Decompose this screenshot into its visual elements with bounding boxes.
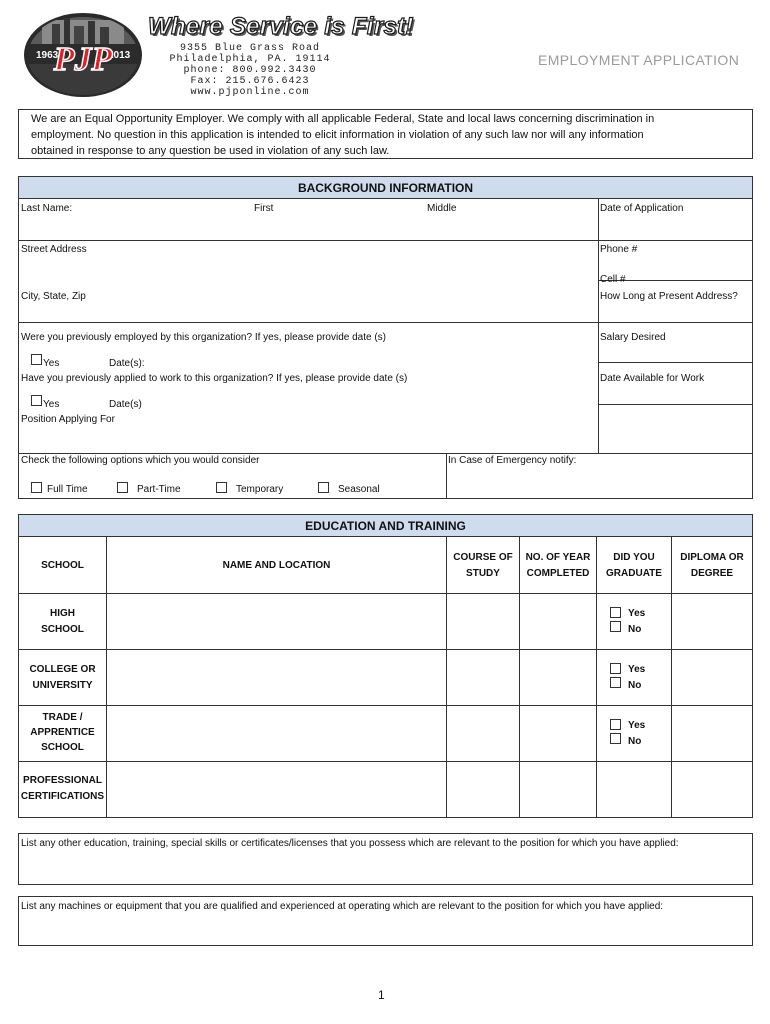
other-education-field[interactable] <box>18 833 753 885</box>
trade-label-3: SCHOOL <box>41 742 84 753</box>
company-website: www.pjponline.com <box>190 87 310 98</box>
previously-employed-yes-checkbox[interactable] <box>31 354 42 365</box>
company-logo <box>22 12 144 98</box>
other-education-label: List any other education, training, special skills or certificates/licenses that you possess which are relevant to the position for which you have applied: <box>21 838 679 849</box>
eeo-notice <box>18 109 753 159</box>
logo-year-left: 1963 <box>36 50 59 61</box>
check-options-label: Check the following options which you would consider <box>21 455 260 466</box>
notice-line-1: We are an Equal Opportunity Employer. We comply with all applicable Federal, State and local laws concerning discrimination in <box>31 113 655 125</box>
trade-label-2: APPRENTICE <box>30 727 95 738</box>
street-address-label: Street Address <box>21 244 87 255</box>
college-yes-label: Yes <box>628 664 646 675</box>
full-time-checkbox[interactable] <box>31 482 42 493</box>
date-available-label: Date Available for Work <box>600 373 705 384</box>
course-header-line-1: COURSE OF <box>453 552 513 563</box>
trade-yes-checkbox[interactable] <box>610 719 621 730</box>
high-school-no-label: No <box>628 624 642 635</box>
college-label-2: UNIVERSITY <box>32 680 93 691</box>
salary-desired-label: Salary Desired <box>600 332 666 343</box>
trade-no-checkbox[interactable] <box>610 733 621 744</box>
notice-line-2: employment. No question in this application is intended to elicit information in violation of any such law nor will any information <box>31 129 644 141</box>
middle-name-label: Middle <box>427 203 457 214</box>
machines-label: List any machines or equipment that you are qualified and experienced at operating which are relevant to the position for which you have applied: <box>21 901 664 912</box>
years-header-line-2: COMPLETED <box>526 568 590 579</box>
high-school-no-checkbox[interactable] <box>610 621 621 632</box>
graduate-header-line-1: DID YOU <box>613 552 655 563</box>
high-school-yes-checkbox[interactable] <box>610 607 621 618</box>
logo-letters: PJP <box>53 41 113 78</box>
full-time-label: Full Time <box>47 484 88 495</box>
education-section <box>18 514 753 818</box>
logo-year-right: 2013 <box>108 50 131 61</box>
college-no-checkbox[interactable] <box>610 677 621 688</box>
temporary-checkbox[interactable] <box>216 482 227 493</box>
emergency-contact-label: In Case of Emergency notify: <box>448 455 577 466</box>
page-number: 1 <box>378 988 385 1002</box>
professional-label-2: CERTIFICATIONS <box>20 791 105 802</box>
previously-employed-dates-label: Date(s): <box>109 358 145 369</box>
previously-applied-yes-label: Yes <box>43 399 60 410</box>
diploma-header-line-2: DEGREE <box>690 568 734 579</box>
graduate-header-line-2: GRADUATE <box>606 568 662 579</box>
course-header-line-2: STUDY <box>466 568 500 579</box>
trade-label-1: TRADE / <box>42 712 83 723</box>
previously-applied-yes-checkbox[interactable] <box>31 395 42 406</box>
college-no-label: No <box>628 680 642 691</box>
company-fax: Fax: 215.676.6423 <box>190 76 310 87</box>
city-state-zip-label: City, State, Zip <box>21 291 86 302</box>
address-city: Philadelphia, PA. 19114 <box>169 54 331 65</box>
company-phone: phone: 800.992.3430 <box>183 65 317 76</box>
college-label-1: COLLEGE OR <box>29 664 96 675</box>
previously-applied-dates-label: Date(s) <box>109 399 142 410</box>
cell-label: Cell # <box>600 274 626 285</box>
high-school-label-2: SCHOOL <box>41 624 84 635</box>
name-location-column-header: NAME AND LOCATION <box>222 560 331 571</box>
phone-label: Phone # <box>600 244 638 255</box>
part-time-label: Part-Time <box>137 484 181 495</box>
address-street: 9355 Blue Grass Road <box>179 43 321 54</box>
background-heading: BACKGROUND INFORMATION <box>19 177 752 199</box>
last-name-label: Last Name: <box>21 203 73 214</box>
temporary-label: Temporary <box>236 484 284 495</box>
previously-employed-label: Were you previously employed by this organization? If yes, please provide date (s) <box>21 332 387 343</box>
previously-applied-label: Have you previously applied to work to this organization? If yes, please provide date (s) <box>21 373 408 384</box>
first-name-label: First <box>254 203 274 214</box>
trade-no-label: No <box>628 736 642 747</box>
school-column-header: SCHOOL <box>41 560 84 571</box>
trade-yes-label: Yes <box>628 720 646 731</box>
high-school-label-1: HIGH <box>50 608 75 619</box>
diploma-header-line-1: DIPLOMA OR <box>680 552 744 563</box>
previously-employed-yes-label: Yes <box>43 358 60 369</box>
high-school-yes-label: Yes <box>628 608 646 619</box>
form-title: EMPLOYMENT APPLICATION <box>538 52 740 68</box>
company-slogan: Where Service is First! <box>148 13 414 40</box>
education-heading: EDUCATION AND TRAINING <box>19 515 752 537</box>
background-section <box>18 176 753 499</box>
notice-line-3: obtained in response to any question be used in violation of any such law. <box>31 145 390 157</box>
seasonal-label: Seasonal <box>338 484 380 495</box>
seasonal-checkbox[interactable] <box>318 482 329 493</box>
position-applying-label: Position Applying For <box>21 414 115 425</box>
part-time-checkbox[interactable] <box>117 482 128 493</box>
years-header-line-1: NO. OF YEAR <box>525 552 591 563</box>
date-of-application-label: Date of Application <box>600 203 684 214</box>
professional-label-1: PROFESSIONAL <box>23 775 102 786</box>
college-yes-checkbox[interactable] <box>610 663 621 674</box>
machines-field[interactable] <box>18 896 753 946</box>
how-long-label: How Long at Present Address? <box>600 291 738 302</box>
